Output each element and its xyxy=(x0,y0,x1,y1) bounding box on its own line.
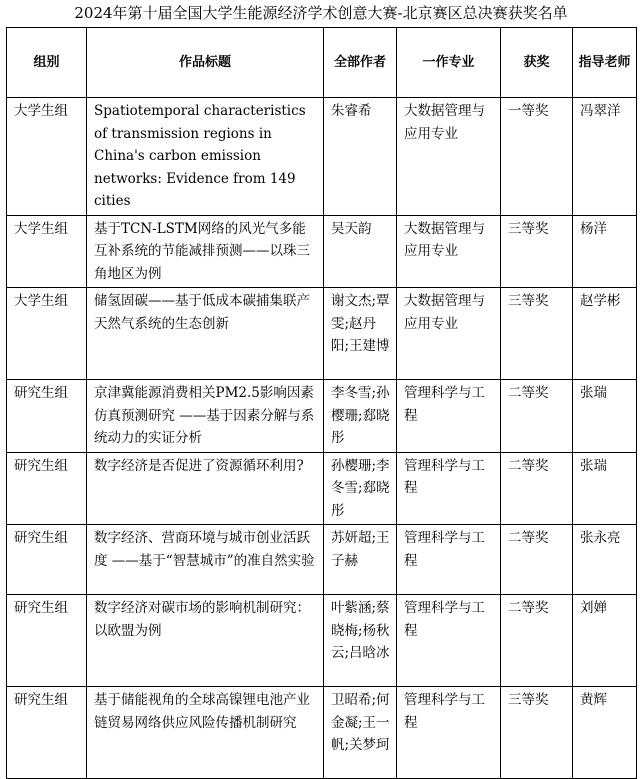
header-group: 组别 xyxy=(7,28,87,98)
cell-major: 管理科学与工程 xyxy=(397,452,501,525)
cell-award: 三等奖 xyxy=(501,288,573,380)
table-row xyxy=(7,452,637,525)
table-header-row xyxy=(7,28,637,98)
cell-work-title: 基于TCN-LSTM网络的风光气多能互补系统的节能减排预测——以珠三角地区为例 xyxy=(87,215,324,288)
table-row xyxy=(7,215,637,288)
cell-work-title: 数字经济对碳市场的影响机制研究：以欧盟为例 xyxy=(87,595,324,687)
cell-advisor: 赵学彬 xyxy=(573,288,637,380)
cell-group: 大学生组 xyxy=(7,98,87,216)
cell-award: 一等奖 xyxy=(501,98,573,216)
cell-award: 二等奖 xyxy=(501,452,573,525)
cell-major: 大数据管理与应用专业 xyxy=(397,215,501,288)
cell-group: 大学生组 xyxy=(7,288,87,380)
cell-advisor: 张瑞 xyxy=(573,452,637,525)
cell-work-title: 数字经济、营商环境与城市创业活跃度 ——基于“智慧城市”的准自然实验 xyxy=(87,525,324,595)
cell-work-title: 基于储能视角的全球高镍锂电池产业链贸易网络供应风险传播机制研究 xyxy=(87,687,324,779)
cell-authors: 李冬雪;孙樱珊;郄晓彤 xyxy=(324,380,397,453)
cell-work-title: Spatiotemporal characteristics of transmission regions in China's carbon emission networks: Evidence from 149 cities xyxy=(87,98,324,216)
cell-group: 研究生组 xyxy=(7,687,87,779)
cell-group: 研究生组 xyxy=(7,452,87,525)
header-authors: 全部作者 xyxy=(324,28,397,98)
cell-authors: 叶紫涵;蔡晓梅;杨秋云;吕晗冰 xyxy=(324,595,397,687)
header-advisor: 指导老师 xyxy=(573,28,637,98)
cell-major: 大数据管理与应用专业 xyxy=(397,288,501,380)
cell-group: 大学生组 xyxy=(7,215,87,288)
cell-advisor: 冯翠洋 xyxy=(573,98,637,216)
cell-group: 研究生组 xyxy=(7,525,87,595)
cell-award: 二等奖 xyxy=(501,595,573,687)
table-row xyxy=(7,525,637,595)
cell-award: 三等奖 xyxy=(501,687,573,779)
cell-award: 二等奖 xyxy=(501,525,573,595)
cell-major: 管理科学与工程 xyxy=(397,687,501,779)
table-row xyxy=(7,288,637,380)
cell-authors: 孙樱珊;李冬雪;郄晓彤 xyxy=(324,452,397,525)
header-major: 一作专业 xyxy=(397,28,501,98)
cell-authors: 卫昭希;何金凝;王一帆;关梦珂 xyxy=(324,687,397,779)
page-title: 2024年第十届全国大学生能源经济学术创意大赛-北京赛区总决赛获奖名单 xyxy=(74,4,568,22)
cell-major: 管理科学与工程 xyxy=(397,595,501,687)
cell-group: 研究生组 xyxy=(7,380,87,453)
cell-authors: 谢文杰;覃雯;赵丹阳;王建博 xyxy=(324,288,397,380)
cell-work-title: 数字经济是否促进了资源循环利用? xyxy=(87,452,324,525)
cell-work-title: 京津冀能源消费相关PM2.5影响因素仿真预测研究 ——基于因素分解与系统动力的实证分析 xyxy=(87,380,324,453)
cell-advisor: 张瑞 xyxy=(573,380,637,453)
cell-authors: 苏妍超;王子赫 xyxy=(324,525,397,595)
header-work-title: 作品标题 xyxy=(87,28,324,98)
cell-advisor: 黄辉 xyxy=(573,687,637,779)
cell-group: 研究生组 xyxy=(7,595,87,687)
cell-advisor: 杨洋 xyxy=(573,215,637,288)
cell-authors: 吴天韵 xyxy=(324,215,397,288)
header-award: 获奖 xyxy=(501,28,573,98)
awards-table xyxy=(6,27,637,779)
cell-major: 管理科学与工程 xyxy=(397,380,501,453)
cell-advisor: 刘婵 xyxy=(573,595,637,687)
cell-advisor: 张永亮 xyxy=(573,525,637,595)
cell-authors: 朱睿希 xyxy=(324,98,397,216)
cell-work-title: 储氢固碳——基于低成本碳捕集联产天然气系统的生态创新 xyxy=(87,288,324,380)
table-row xyxy=(7,687,637,779)
cell-award: 三等奖 xyxy=(501,215,573,288)
cell-major: 管理科学与工程 xyxy=(397,525,501,595)
table-row xyxy=(7,98,637,216)
cell-award: 二等奖 xyxy=(501,380,573,453)
table-row xyxy=(7,595,637,687)
cell-major: 大数据管理与应用专业 xyxy=(397,98,501,216)
table-row xyxy=(7,380,637,453)
